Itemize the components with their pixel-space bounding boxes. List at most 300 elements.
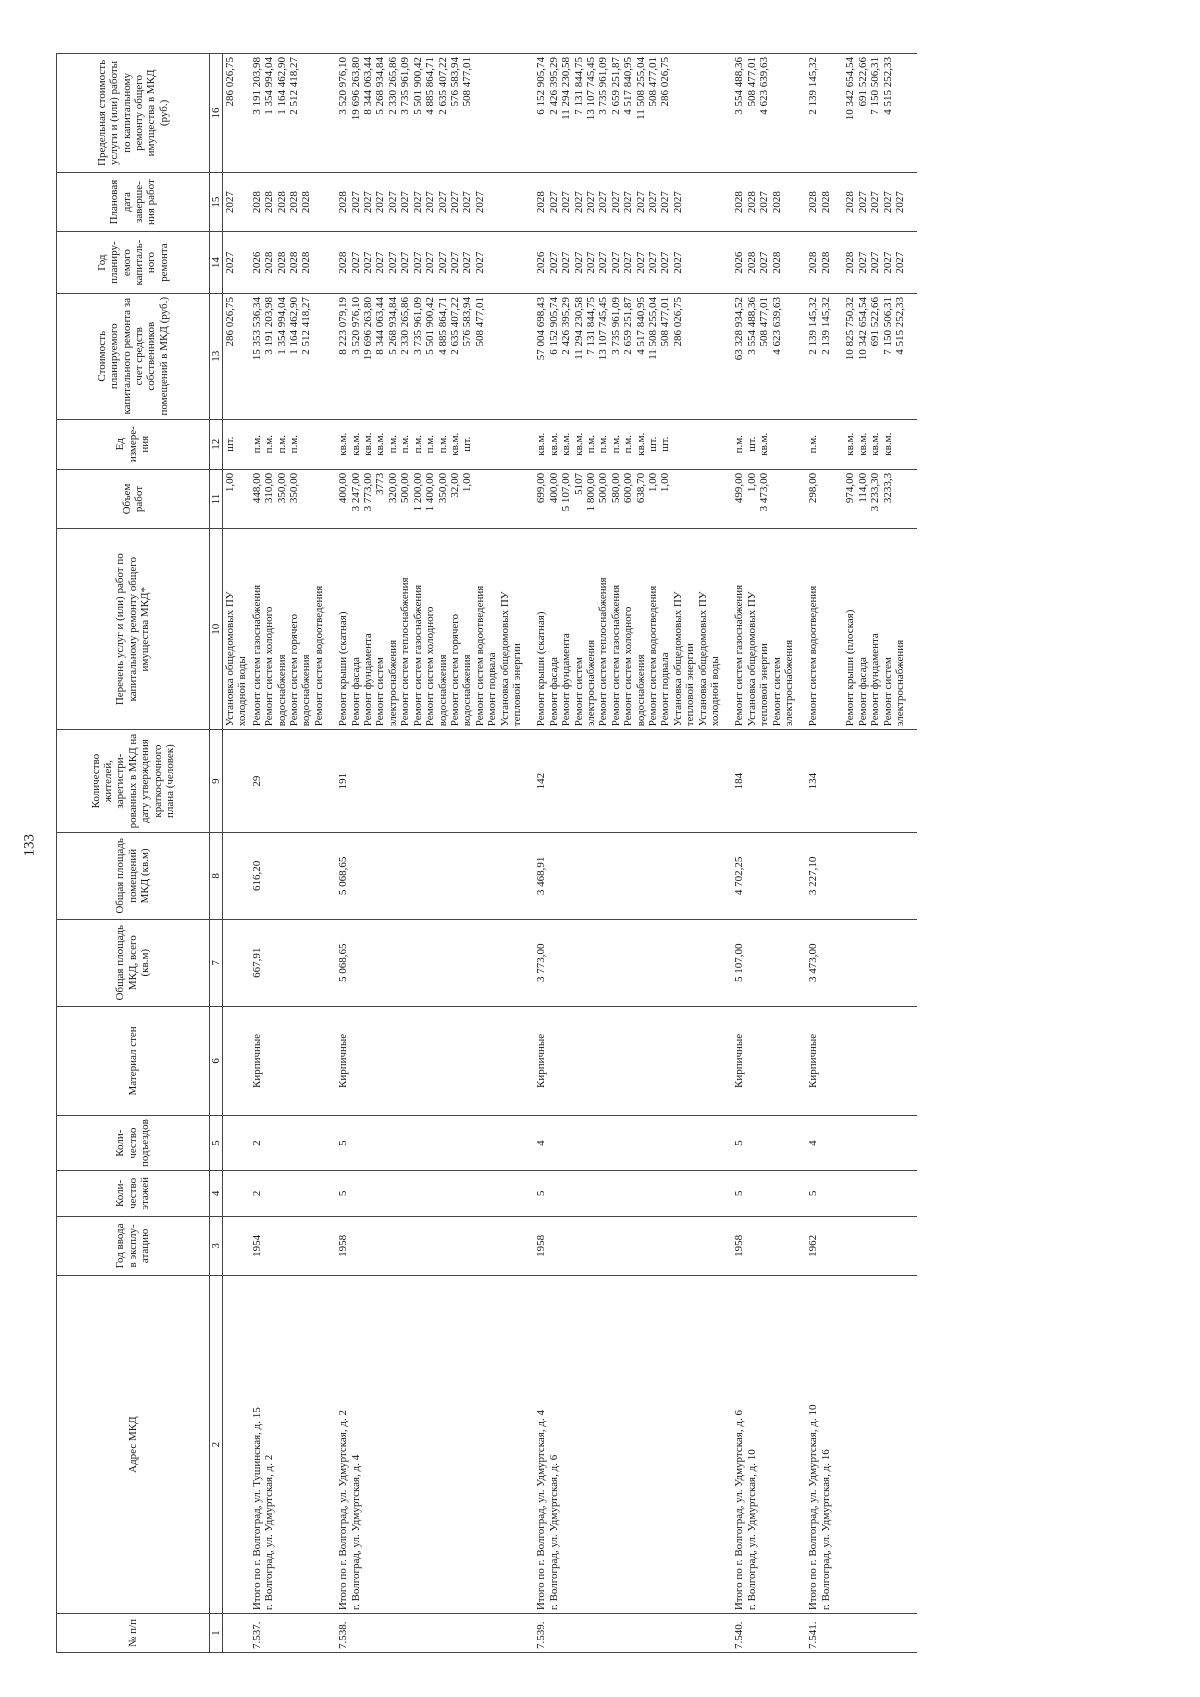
work-year: 2027 xyxy=(584,251,597,274)
spacer xyxy=(263,1010,273,1113)
table-cell xyxy=(732,730,806,833)
table-cell xyxy=(732,419,806,469)
column-number: 1 xyxy=(210,1614,223,1653)
column-number: 11 xyxy=(210,469,223,528)
entrances: 4 xyxy=(535,1140,548,1146)
spacer xyxy=(820,1220,830,1272)
work-unit: п.м. xyxy=(250,435,263,454)
table-cell xyxy=(223,1614,250,1653)
work-limit: 691 522,66 xyxy=(856,57,869,107)
work-limit: 2 635 407,22 xyxy=(436,57,449,115)
table-cell xyxy=(843,1116,917,1171)
work-year: 2027 xyxy=(634,251,647,274)
spacer xyxy=(313,176,323,228)
address: г. Волгоград, ул. Удмуртская, д. 10 xyxy=(745,1449,758,1611)
work-name: Установка общедомовых ПУ xyxy=(671,591,684,727)
work-date: 2027 xyxy=(386,191,399,214)
work-year: 2028 xyxy=(275,251,288,274)
table-cell xyxy=(534,529,732,730)
spacer xyxy=(832,1279,842,1610)
table-cell xyxy=(534,1116,732,1171)
work-year: 2027 xyxy=(560,251,573,274)
total-area: 5 107,00 xyxy=(733,943,746,982)
spacer xyxy=(672,57,682,169)
work-cost: 8 344 063,44 xyxy=(374,296,387,355)
spacer xyxy=(474,473,484,525)
table-cell xyxy=(843,232,917,294)
work-year: 2028 xyxy=(288,251,301,274)
spacer xyxy=(548,1174,558,1213)
work-unit: п.м. xyxy=(275,435,288,454)
work-name: Ремонт фундамента xyxy=(362,633,375,727)
work-name: Установка общедомовых ПУ xyxy=(498,591,511,727)
table-cell xyxy=(843,469,917,528)
address: г. Волгоград, ул. Удмуртская, д. 4 xyxy=(349,1454,362,1611)
table-cell xyxy=(336,529,534,730)
work-date: 2027 xyxy=(448,191,461,214)
work-name: Ремонт крыши (плоская) xyxy=(844,609,857,727)
spacer xyxy=(350,1174,360,1213)
work-unit: кв.м. xyxy=(881,432,894,456)
work-cost: 2 659 251,87 xyxy=(622,296,635,355)
total-area: 667,91 xyxy=(250,947,263,978)
wall-material: Кирпичные xyxy=(337,1033,350,1089)
work-name: Ремонт систем газоснабжения xyxy=(609,584,622,727)
table-cell xyxy=(534,419,732,469)
spacer xyxy=(263,1617,273,1649)
work-name: Ремонт крыши (скатная) xyxy=(535,611,548,727)
table-cell xyxy=(223,172,250,231)
work-name: Ремонт систем газоснабжения xyxy=(250,584,263,727)
work-name: электроснабжения xyxy=(783,639,796,727)
work-cost: 63 328 934,52 xyxy=(733,296,746,361)
spacer xyxy=(350,1119,360,1167)
residents: 29 xyxy=(250,775,263,787)
table-cell xyxy=(806,1614,843,1653)
spacer xyxy=(300,423,310,466)
table-cell xyxy=(336,730,534,833)
column-header: Предельная стоимость услуги и (или) работы по капитальному ремонту общего имущества в МКД (руб.) xyxy=(57,54,210,173)
work-volume: 298,00 xyxy=(807,472,820,504)
premises-area: 616,20 xyxy=(250,860,263,892)
work-volume: 974,00 xyxy=(844,472,857,504)
work-volume: 3 473,00 xyxy=(758,472,771,512)
work-volume: 500,00 xyxy=(597,472,610,504)
work-limit: 3 735 961,09 xyxy=(597,57,610,115)
year: 1958 xyxy=(733,1234,746,1257)
work-volume: 5 107,00 xyxy=(560,472,573,512)
column-header: Количество жителей, зарегистри-рованных в МКД на дату утверждения краткосрочного плана (человек) xyxy=(57,730,210,833)
spacer xyxy=(746,1119,756,1167)
work-unit: кв.м. xyxy=(337,432,350,456)
work-volume: 1,00 xyxy=(461,472,474,493)
spacer xyxy=(263,1119,273,1167)
column-header: Общая площадь помещений МКД (кв.м) xyxy=(57,833,210,920)
work-cost: 4 623 639,63 xyxy=(770,296,783,355)
spacer xyxy=(684,176,694,228)
column-header: № п/п xyxy=(57,1614,210,1653)
work-cost: 576 583,94 xyxy=(461,296,474,347)
work-cost: 7 131 844,75 xyxy=(584,296,597,355)
work-date: 2027 xyxy=(758,191,771,214)
work-name: тепловой энергии xyxy=(758,643,771,727)
work-volume: 114,00 xyxy=(856,472,869,503)
table-cell xyxy=(843,833,917,920)
table-cell xyxy=(250,730,336,833)
work-limit: 8 344 063,44 xyxy=(362,57,375,115)
work-name: Ремонт систем холодного xyxy=(263,606,276,727)
table-cell xyxy=(250,232,336,294)
table-header xyxy=(57,54,223,1653)
column-number: 12 xyxy=(210,419,223,469)
work-limit: 286 026,75 xyxy=(659,57,672,107)
work-cost: 10 342 654,54 xyxy=(856,296,869,361)
work-limit: 7 131 844,75 xyxy=(572,57,585,115)
work-unit: кв.м. xyxy=(758,432,771,456)
table-cell xyxy=(250,419,336,469)
table-cell xyxy=(223,1171,250,1217)
spacer xyxy=(263,1220,273,1272)
work-cost: 2 426 395,29 xyxy=(560,296,573,355)
work-volume: 500,00 xyxy=(399,472,412,504)
work-unit: п.м. xyxy=(399,435,412,454)
column-number: 13 xyxy=(210,293,223,419)
spacer xyxy=(906,176,916,228)
table-cell xyxy=(250,469,336,528)
work-date: 2027 xyxy=(622,191,635,214)
table-row xyxy=(843,54,917,1653)
work-limit: 508 477,01 xyxy=(647,57,659,107)
work-year: 2027 xyxy=(893,251,906,274)
work-date: 2028 xyxy=(819,191,832,214)
work-name: водоснабжения xyxy=(634,654,647,727)
work-year: 2027 xyxy=(597,251,610,274)
work-name: Ремонт систем газоснабжения xyxy=(411,584,424,727)
table-cell xyxy=(534,1171,732,1217)
table-cell xyxy=(336,1216,534,1275)
spacer xyxy=(313,297,323,416)
work-year: 2027 xyxy=(461,251,474,274)
work-name: электроснабжения xyxy=(386,639,399,727)
table-cell xyxy=(806,919,843,1006)
spacer xyxy=(820,473,830,525)
spacer xyxy=(350,1220,360,1272)
residents: 184 xyxy=(733,772,746,790)
spacer xyxy=(325,532,335,726)
table-cell xyxy=(806,419,843,469)
table-row xyxy=(806,54,843,1653)
spacer xyxy=(820,733,830,829)
table-cell xyxy=(732,919,806,1006)
premises-area: 5 068,65 xyxy=(337,856,350,896)
work-year: 2027 xyxy=(572,251,585,274)
work-cost: 1 354 994,04 xyxy=(275,296,288,355)
spacer xyxy=(795,532,805,726)
spacer xyxy=(350,1010,360,1113)
work-limit: 6 152 905,74 xyxy=(535,57,548,115)
work-volume: 1 400,00 xyxy=(424,472,437,512)
column-header: Перечень услуг и (или) работ по капитальному ремонту общего имущества МКД* xyxy=(57,529,210,730)
table-cell xyxy=(843,419,917,469)
spacer xyxy=(313,235,323,290)
table-cell xyxy=(223,1216,250,1275)
work-volume: 400,00 xyxy=(337,472,350,504)
row-number: 7.541. xyxy=(807,1621,820,1649)
page-number: 133 xyxy=(21,834,38,857)
work-year: 2027 xyxy=(224,251,236,274)
table-cell xyxy=(843,919,917,1006)
row-number: 7.538. xyxy=(337,1621,350,1649)
spacer xyxy=(548,733,558,829)
row-number: 7.540. xyxy=(733,1621,746,1649)
work-date: 2027 xyxy=(856,191,869,214)
premises-area: 3 468,91 xyxy=(535,856,548,896)
work-name: водоснабжения xyxy=(461,654,474,727)
work-unit: кв.м. xyxy=(560,432,573,456)
work-year: 2028 xyxy=(770,251,783,274)
spacer xyxy=(844,1279,854,1610)
work-cost: 2 139 145,32 xyxy=(807,296,820,355)
column-number: 10 xyxy=(210,529,223,730)
spacer xyxy=(758,1279,768,1610)
work-date: 2027 xyxy=(399,191,412,214)
year: 1958 xyxy=(337,1234,350,1257)
spacer xyxy=(832,176,842,228)
work-unit: шт. xyxy=(224,436,236,452)
work-cost: 3 735 961,09 xyxy=(411,296,424,355)
work-year: 2027 xyxy=(659,251,672,274)
spacer xyxy=(548,1220,558,1272)
work-cost: 2 635 407,22 xyxy=(448,296,461,355)
column-number: 9 xyxy=(210,730,223,833)
work-limit: 2 659 251,87 xyxy=(609,57,622,115)
work-name: Ремонт систем теплоснабжения xyxy=(597,577,610,727)
address: г. Волгоград, ул. Удмуртская, д. 6 xyxy=(547,1454,560,1611)
work-cost: 508 477,01 xyxy=(758,296,771,347)
spacer xyxy=(672,423,682,466)
work-date: 2027 xyxy=(374,191,387,214)
total-label: Итого по г. Волгоград, ул. Удмуртская, д. 10 xyxy=(807,1404,820,1611)
table-cell xyxy=(250,1116,336,1171)
work-date: 2027 xyxy=(572,191,585,214)
work-limit: 4 515 252,33 xyxy=(881,57,894,115)
work-name: Ремонт фасада xyxy=(547,657,560,727)
work-date: 2027 xyxy=(671,191,684,214)
work-volume: 350,00 xyxy=(436,472,449,504)
work-unit: шт. xyxy=(461,436,474,452)
work-year: 2027 xyxy=(671,251,684,274)
spacer xyxy=(820,1010,830,1113)
work-unit: п.м. xyxy=(386,435,399,454)
work-year: 2028 xyxy=(300,251,313,274)
work-volume: 3773 xyxy=(374,472,387,495)
work-year: 2027 xyxy=(856,251,869,274)
spacer xyxy=(746,733,756,829)
work-date: 2028 xyxy=(733,191,746,214)
work-year: 2026 xyxy=(535,251,548,274)
work-limit: 10 342 654,54 xyxy=(844,57,857,121)
work-name: Ремонт систем горячего xyxy=(288,613,301,727)
work-unit: кв.м. xyxy=(856,432,869,456)
work-year: 2027 xyxy=(448,251,461,274)
table-cell xyxy=(223,54,250,173)
spacer xyxy=(820,57,830,169)
table-cell xyxy=(223,1276,250,1614)
spacer xyxy=(684,297,694,416)
table-row xyxy=(336,54,534,1653)
work-volume: 600,00 xyxy=(622,472,635,504)
work-date: 2028 xyxy=(300,191,313,214)
table-cell xyxy=(806,1171,843,1217)
work-date: 2027 xyxy=(362,191,375,214)
column-number: 16 xyxy=(210,54,223,173)
table-cell xyxy=(223,730,250,833)
spacer xyxy=(548,1617,558,1649)
work-limit: 19 696 263,80 xyxy=(349,57,362,121)
column-header: Стоимость планируемого капитального ремонта за счет средств собственников помещений в МКД (руб.) xyxy=(57,293,210,419)
work-year: 2027 xyxy=(424,251,437,274)
spacer xyxy=(350,1617,360,1649)
work-date: 2027 xyxy=(881,191,894,214)
work-name: Ремонт систем холодного xyxy=(424,606,437,727)
entrances: 5 xyxy=(733,1140,746,1146)
work-name: Ремонт фундамента xyxy=(560,633,573,727)
work-unit: кв.м. xyxy=(869,432,882,456)
work-cost: 7 150 506,31 xyxy=(881,296,894,355)
spacer xyxy=(820,1174,830,1213)
table-cell xyxy=(732,1276,806,1614)
work-date: 2028 xyxy=(250,191,263,214)
work-date: 2028 xyxy=(535,191,548,214)
entrances: 5 xyxy=(337,1140,350,1146)
table-cell xyxy=(534,1614,732,1653)
work-unit: кв.м. xyxy=(844,432,857,456)
table-cell xyxy=(806,54,843,173)
column-number: 5 xyxy=(210,1116,223,1171)
spacer xyxy=(783,297,793,416)
work-name: Ремонт систем водоотведения xyxy=(647,585,659,727)
table-cell xyxy=(250,172,336,231)
table-cell xyxy=(806,529,843,730)
spacer xyxy=(263,733,273,829)
column-header: Коли-чество подъездов xyxy=(57,1116,210,1171)
spacer xyxy=(560,1279,570,1610)
work-cost: 1 164 462,90 xyxy=(288,296,301,355)
spacer xyxy=(894,423,904,466)
floors: 5 xyxy=(807,1190,820,1197)
work-date: 2027 xyxy=(659,191,672,214)
work-date: 2027 xyxy=(473,191,486,214)
work-year: 2027 xyxy=(647,251,659,274)
column-header: Адрес МКД xyxy=(57,1276,210,1614)
work-name: Установка общедомовых ПУ xyxy=(696,591,709,727)
table-cell xyxy=(806,730,843,833)
work-name: Ремонт систем теплоснабжения xyxy=(399,577,412,727)
work-date: 2027 xyxy=(893,191,906,214)
spacer xyxy=(474,57,484,169)
work-limit: 3 191 203,98 xyxy=(250,57,263,115)
work-volume: 1,00 xyxy=(745,472,758,493)
column-number: 14 xyxy=(210,232,223,294)
table-cell xyxy=(843,1171,917,1217)
work-name: Ремонт систем xyxy=(881,657,894,727)
work-unit: шт. xyxy=(659,436,672,452)
work-unit: шт. xyxy=(647,436,659,452)
spacer xyxy=(486,176,496,228)
work-name: Ремонт систем водоотведения xyxy=(312,585,325,727)
table-cell xyxy=(732,172,806,231)
work-unit: кв.м. xyxy=(535,432,548,456)
table-cell xyxy=(223,833,250,920)
work-date: 2027 xyxy=(349,191,362,214)
table-cell xyxy=(732,232,806,294)
work-cost: 13 107 745,45 xyxy=(597,296,610,361)
work-limit: 5 268 934,84 xyxy=(374,57,387,115)
table-cell xyxy=(223,1116,250,1171)
column-number: 8 xyxy=(210,833,223,920)
work-date: 2028 xyxy=(807,191,820,214)
residents: 134 xyxy=(807,772,820,790)
work-cost: 11 508 255,04 xyxy=(647,296,659,360)
year: 1958 xyxy=(535,1234,548,1257)
work-cost: 286 026,75 xyxy=(224,296,236,347)
spacer xyxy=(894,57,904,169)
work-unit: кв.м. xyxy=(448,432,461,456)
work-date: 2028 xyxy=(844,191,857,214)
work-date: 2027 xyxy=(436,191,449,214)
work-year: 2028 xyxy=(807,251,820,274)
spacer xyxy=(350,733,360,829)
table-cell xyxy=(336,419,534,469)
work-date: 2027 xyxy=(584,191,597,214)
spacer xyxy=(486,297,496,416)
spacer xyxy=(276,1279,286,1610)
work-cost: 2 512 418,27 xyxy=(300,296,313,355)
work-date: 2027 xyxy=(609,191,622,214)
spacer xyxy=(844,923,854,1003)
work-limit: 1 164 462,90 xyxy=(275,57,288,115)
work-date: 2028 xyxy=(770,191,783,214)
work-volume: 3 773,00 xyxy=(362,472,375,512)
work-name: электроснабжения xyxy=(893,639,906,727)
work-volume: 3233,3 xyxy=(881,472,894,504)
table-body xyxy=(223,54,918,1653)
spacer xyxy=(844,1174,854,1213)
table-cell xyxy=(534,1276,732,1614)
work-unit: п.м. xyxy=(288,435,301,454)
work-date: 2028 xyxy=(263,191,276,214)
table-cell xyxy=(250,54,336,173)
work-date: 2027 xyxy=(547,191,560,214)
table-cell xyxy=(732,1216,806,1275)
table-cell xyxy=(843,293,917,419)
work-cost: 11 294 230,58 xyxy=(572,296,585,360)
work-year: 2028 xyxy=(819,251,832,274)
work-unit: кв.м. xyxy=(374,432,387,456)
table-cell xyxy=(534,730,732,833)
work-limit: 3 520 976,10 xyxy=(337,57,350,115)
entrances: 4 xyxy=(807,1140,820,1146)
table-cell xyxy=(843,730,917,833)
table-cell xyxy=(806,833,843,920)
work-year: 2027 xyxy=(411,251,424,274)
work-date: 2027 xyxy=(560,191,573,214)
work-limit: 5 501 900,42 xyxy=(411,57,424,115)
work-volume: 350,00 xyxy=(275,472,288,504)
spacer xyxy=(486,235,496,290)
work-name: Ремонт крыши (скатная) xyxy=(337,611,350,727)
table-row xyxy=(732,54,806,1653)
